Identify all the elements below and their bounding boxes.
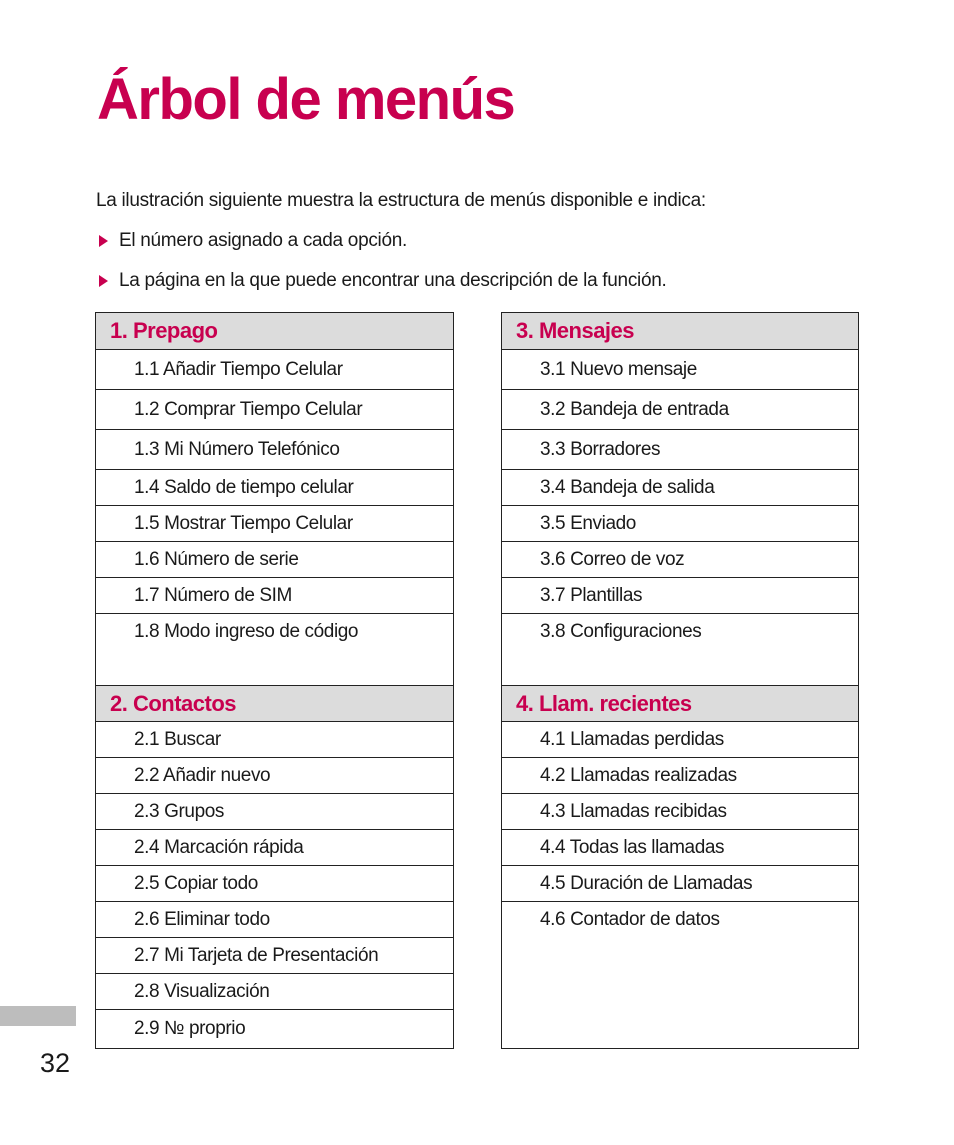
menu-item: 3.1 Nuevo mensaje bbox=[502, 350, 858, 390]
menu-item: 1.4 Saldo de tiempo celular bbox=[96, 470, 453, 506]
bullet-item bbox=[96, 229, 407, 253]
menu-item: 4.4 Todas las llamadas bbox=[502, 830, 858, 866]
menu-item: 1.2 Comprar Tiempo Celular bbox=[96, 390, 453, 430]
menu-item: 1.6 Número de serie bbox=[96, 542, 453, 578]
menu-table-left bbox=[95, 312, 454, 1049]
menu-item: 1.5 Mostrar Tiempo Celular bbox=[96, 506, 453, 542]
menu-item: 2.5 Copiar todo bbox=[96, 866, 453, 902]
menu-item: 4.1 Llamadas perdidas bbox=[502, 722, 858, 758]
page-number: 32 bbox=[40, 1048, 71, 1078]
menu-item: 3.3 Borradores bbox=[502, 430, 858, 470]
menu-item: 1.3 Mi Número Telefónico bbox=[96, 430, 453, 470]
menu-item: 2.2 Añadir nuevo bbox=[96, 758, 453, 794]
menu-item: 2.7 Mi Tarjeta de Presentación bbox=[96, 938, 453, 974]
menu-item: 2.4 Marcación rápida bbox=[96, 830, 453, 866]
intro-text: La ilustración siguiente muestra la estructura de menús disponible e indica: bbox=[96, 190, 706, 211]
menu-item: 2.8 Visualización bbox=[96, 974, 453, 1010]
menu-item: 3.8 Configuraciones bbox=[540, 621, 702, 642]
menu-section-header: 4. Llam. recientes bbox=[502, 685, 858, 722]
menu-item: 2.3 Grupos bbox=[96, 794, 453, 830]
menu-item: 3.7 Plantillas bbox=[502, 578, 858, 614]
menu-item: 3.6 Correo de voz bbox=[502, 542, 858, 578]
menu-item: 1.1 Añadir Tiempo Celular bbox=[96, 350, 453, 390]
menu-item: 4.5 Duración de Llamadas bbox=[502, 866, 858, 902]
menu-item: 3.2 Bandeja de entrada bbox=[502, 390, 858, 430]
menu-item: 4.6 Contador de datos bbox=[540, 909, 720, 930]
menu-item: 3.4 Bandeja de salida bbox=[502, 470, 858, 506]
page-title: Árbol de menús bbox=[97, 67, 515, 132]
menu-section-header: 3. Mensajes bbox=[502, 313, 858, 350]
bullet-text: El número asignado a cada opción. bbox=[119, 230, 407, 251]
menu-item: 1.7 Número de SIM bbox=[96, 578, 453, 614]
menu-item: 4.2 Llamadas realizadas bbox=[502, 758, 858, 794]
page-tab-marker bbox=[0, 1006, 76, 1026]
menu-item: 3.5 Enviado bbox=[502, 506, 858, 542]
triangle-bullet-icon bbox=[99, 275, 108, 287]
menu-item: 2.9 № proprio bbox=[134, 1018, 246, 1039]
menu-table-right bbox=[501, 312, 859, 1049]
bullet-text: La página en la que puede encontrar una descripción de la función. bbox=[119, 270, 667, 291]
menu-item: 2.6 Eliminar todo bbox=[96, 902, 453, 938]
menu-section-header: 2. Contactos bbox=[96, 685, 453, 722]
menu-item: 2.1 Buscar bbox=[96, 722, 453, 758]
bullet-item bbox=[96, 269, 666, 293]
menu-item: 1.8 Modo ingreso de código bbox=[134, 621, 359, 642]
menu-item: 4.3 Llamadas recibidas bbox=[502, 794, 858, 830]
menu-section-header: 1. Prepago bbox=[96, 313, 453, 350]
triangle-bullet-icon bbox=[99, 235, 108, 247]
